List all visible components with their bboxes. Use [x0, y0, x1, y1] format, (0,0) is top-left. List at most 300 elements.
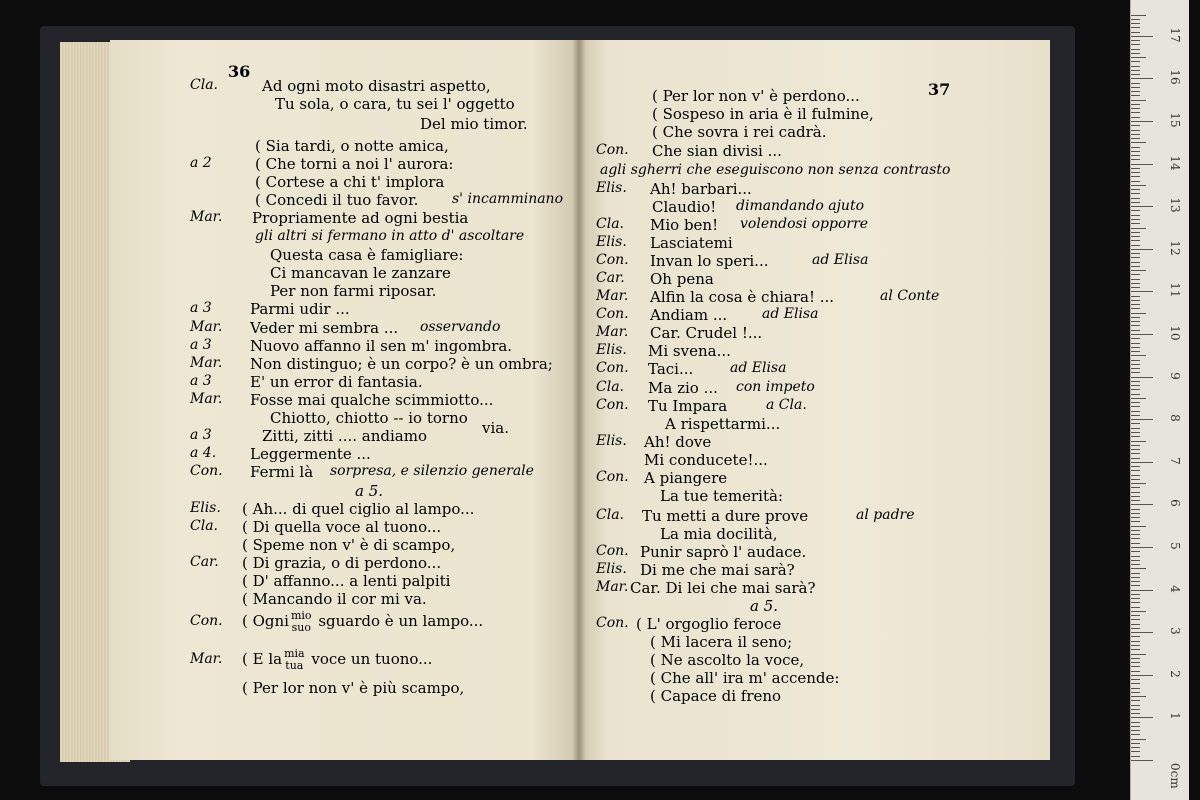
verse-text: ( Capace di freno	[650, 687, 782, 705]
verse-line	[648, 360, 693, 378]
ruler-tick	[1131, 398, 1146, 399]
verse-line	[275, 95, 515, 113]
stage-direction: agli sgherri che eseguiscono non senza contrasto	[600, 162, 951, 178]
ruler-tick	[1131, 108, 1140, 109]
verse-text: ( Concedi il tuo favor.	[255, 191, 419, 209]
verse-line	[242, 518, 441, 536]
verse-line	[652, 142, 782, 160]
ruler-tick	[1131, 198, 1140, 199]
ruler-tick	[1131, 513, 1140, 514]
verse-text: Zitti, zitti .... andiamo	[262, 427, 427, 445]
ruler-number: 10	[1168, 325, 1182, 341]
ruler-tick	[1131, 658, 1140, 659]
verse-text: Propriamente ad ogni bestia	[252, 209, 469, 227]
speaker-label: Cla.	[596, 379, 624, 395]
verse-line	[750, 597, 778, 615]
ruler-tick	[1131, 206, 1153, 207]
ruler-tick	[1131, 585, 1140, 586]
ruler-tick	[1131, 343, 1140, 344]
verse-line	[630, 579, 816, 597]
ruler-tick	[1131, 321, 1140, 322]
verse-line	[270, 409, 468, 427]
ruler-tick	[1131, 185, 1146, 186]
verse-line	[270, 264, 451, 282]
ruler-tick	[1131, 607, 1140, 608]
ruler-tick	[1131, 44, 1140, 45]
verse-line	[242, 590, 427, 608]
ruler-tick	[1131, 521, 1140, 522]
stage-direction: con impeto	[736, 379, 815, 395]
ruler-number: 17	[1168, 27, 1182, 43]
speaker-label: Car.	[596, 270, 625, 286]
verse-line	[250, 300, 350, 318]
speaker-label: Mar.	[190, 209, 223, 225]
stage-direction: gli altri si fermano in atto d' ascoltare	[255, 228, 525, 244]
verse-line	[650, 270, 714, 288]
speaker-label: Elis.	[596, 433, 627, 449]
ruler-tick	[1131, 394, 1140, 395]
stage-direction: s' incamminano	[452, 191, 564, 207]
ruler-tick	[1131, 240, 1140, 241]
verse-line	[355, 482, 383, 500]
ruler-tick	[1131, 628, 1140, 629]
verse-text: ( Sia tardi, o notte amica,	[255, 137, 449, 155]
verse-line	[650, 306, 727, 324]
verse-text: Ci mancavan le zanzare	[270, 264, 451, 282]
verse-text: Nuovo affanno il sen m' ingombra.	[250, 337, 513, 355]
ruler-tick	[1131, 713, 1140, 714]
verse-line	[242, 610, 483, 634]
speaker-label: Mar.	[190, 319, 223, 335]
ruler-tick	[1131, 172, 1140, 173]
ruler-tick	[1131, 470, 1140, 471]
stage-direction: osservando	[420, 319, 501, 335]
ruler-tick	[1131, 645, 1140, 646]
verse-line	[250, 319, 398, 337]
stage-direction: volendosi opporre	[740, 216, 869, 232]
verse-line	[652, 105, 874, 123]
ruler-tick	[1131, 543, 1140, 544]
verse-text: Punir saprò l' audace.	[640, 543, 807, 561]
ruler-number: 12	[1168, 240, 1182, 256]
speaker-label: a 2	[190, 155, 212, 171]
ruler-tick	[1131, 406, 1140, 407]
verse-text: Per non farmi riposar.	[270, 282, 437, 300]
ruler-tick	[1131, 709, 1140, 710]
verse-line	[650, 180, 752, 198]
verse-text: E' un error di fantasia.	[250, 373, 423, 391]
verse-line	[270, 282, 436, 300]
ruler-number: 7	[1168, 456, 1182, 465]
verse-text: ( Di quella voce al tuono...	[242, 518, 442, 536]
verse-line	[650, 687, 781, 705]
ruler-tick	[1131, 372, 1140, 373]
ruler-tick	[1131, 636, 1140, 637]
ruler-tick	[1131, 83, 1140, 84]
ruler-tick	[1131, 641, 1140, 642]
verse-line	[652, 198, 716, 216]
ruler-tick	[1131, 743, 1140, 744]
ruler-tick	[1131, 492, 1140, 493]
verse-line	[420, 115, 528, 133]
ruler-tick	[1131, 151, 1140, 152]
ruler-tick	[1131, 700, 1140, 701]
verse-text: Ah! dove	[644, 433, 712, 451]
ruler-tick	[1131, 202, 1140, 203]
verse-line	[648, 397, 727, 415]
verse-line	[650, 288, 834, 306]
ruler-tick	[1131, 423, 1140, 424]
ruler-tick	[1131, 730, 1140, 731]
ruler-tick	[1131, 155, 1140, 156]
verse-line	[650, 633, 792, 651]
ruler-number: 2	[1168, 669, 1182, 678]
verse-text: Lasciatemi	[650, 234, 733, 252]
ruler-tick	[1131, 112, 1140, 113]
verse-text: Di me che mai sarà?	[640, 561, 795, 579]
verse-text: ( Speme non v' è di scampo,	[242, 536, 456, 554]
ruler-tick	[1131, 147, 1140, 148]
ruler-tick	[1131, 381, 1140, 382]
ruler-number: 15	[1168, 112, 1182, 128]
ruler-tick	[1131, 504, 1153, 505]
ruler-tick	[1131, 568, 1146, 569]
speaker-label: a 3	[190, 300, 212, 316]
verse-line	[250, 445, 371, 463]
ruler-tick	[1131, 193, 1140, 194]
ruler-tick	[1131, 389, 1140, 390]
verse-line	[262, 77, 491, 95]
ruler-tick	[1131, 419, 1153, 420]
ruler-tick	[1131, 15, 1146, 16]
verse-text-after: sguardo è un lampo...	[313, 612, 484, 630]
ruler-tick	[1131, 598, 1140, 599]
ruler-tick	[1131, 181, 1140, 182]
verse-text: Mi conducete!...	[644, 451, 768, 469]
ruler-tick	[1131, 654, 1146, 655]
verse-line	[250, 463, 313, 481]
ruler-tick	[1131, 347, 1140, 348]
ruler-tick	[1131, 666, 1140, 667]
ruler-tick	[1131, 253, 1140, 254]
ruler-tick	[1131, 466, 1140, 467]
ruler-tick	[1131, 249, 1153, 250]
ruler-number: 1	[1168, 712, 1182, 721]
ruler-tick	[1131, 441, 1146, 442]
verse-text: a 5.	[355, 482, 384, 500]
ruler-tick	[1131, 317, 1140, 318]
speaker-label: Cla.	[596, 507, 624, 523]
ruler-tick	[1131, 649, 1140, 650]
verse-line	[640, 543, 806, 561]
ruler-tick	[1131, 210, 1140, 211]
ruler-tick	[1131, 530, 1140, 531]
ruler-tick	[1131, 142, 1146, 143]
verse-line	[252, 209, 468, 227]
ruler-tick	[1131, 692, 1140, 693]
ruler-tick	[1131, 411, 1140, 412]
verse-line	[242, 536, 455, 554]
ruler-tick	[1131, 49, 1140, 50]
ruler-tick	[1131, 594, 1140, 595]
ruler-tick	[1131, 270, 1146, 271]
verse-text: Leggermente ...	[250, 445, 371, 463]
ruler-number: 4	[1168, 584, 1182, 593]
stage-direction: al Conte	[880, 288, 940, 304]
ruler-tick	[1131, 223, 1140, 224]
verse-line	[640, 561, 795, 579]
verse-line	[650, 216, 718, 234]
speaker-label: Con.	[596, 252, 629, 268]
ruler-tick	[1131, 138, 1140, 139]
ruler-number: 9	[1168, 371, 1182, 380]
verse-line	[652, 123, 827, 141]
speaker-label: Elis.	[596, 180, 627, 196]
ruler-tick	[1131, 32, 1140, 33]
pronoun-variant: tua	[285, 659, 304, 672]
speaker-label: a 3	[190, 427, 212, 443]
speaker-label: Mar.	[596, 579, 629, 595]
ruler-tick	[1131, 189, 1140, 190]
book-gutter	[572, 40, 586, 760]
ruler-tick	[1131, 334, 1153, 335]
ruler-tick	[1131, 517, 1140, 518]
ruler-tick	[1131, 121, 1153, 122]
ruler-tick	[1131, 355, 1146, 356]
ruler-tick	[1131, 449, 1140, 450]
ruler-tick	[1131, 176, 1140, 177]
ruler-tick	[1131, 734, 1140, 735]
speaker-label: Elis.	[596, 561, 627, 577]
verse-text: ( Per lor non v' è più scampo,	[242, 679, 465, 697]
ruler-number: 14	[1168, 154, 1182, 171]
ruler-tick	[1131, 330, 1140, 331]
verse-line	[242, 554, 441, 572]
verse-line	[660, 525, 778, 543]
speaker-label: a 3	[190, 373, 212, 389]
speaker-label: Elis.	[596, 342, 627, 358]
verse-line	[652, 87, 860, 105]
ruler-tick	[1131, 547, 1153, 548]
verse-text: Andiam ...	[650, 306, 728, 324]
speaker-label: Con.	[596, 615, 629, 631]
ruler-tick	[1131, 577, 1140, 578]
speaker-label: Mar.	[190, 651, 223, 667]
ruler-tick	[1131, 74, 1140, 75]
verse-line	[250, 355, 553, 373]
ruler-tick	[1131, 432, 1140, 433]
stage-direction: ad Elisa	[762, 306, 819, 322]
ruler-tick	[1131, 696, 1146, 697]
verse-text: ( Mancando il cor mi va.	[242, 590, 427, 608]
ruler-tick	[1131, 671, 1140, 672]
verse-text: Taci...	[648, 360, 694, 378]
ruler-tick	[1131, 675, 1153, 676]
ruler-tick	[1131, 602, 1140, 603]
verse-line	[242, 679, 464, 697]
verse-text-after: voce un tuono...	[306, 650, 433, 668]
verse-text: A rispettarmi...	[665, 415, 781, 433]
verse-line	[642, 507, 808, 525]
ruler-tick	[1131, 23, 1140, 24]
verse-line	[636, 615, 781, 633]
speaker-label: Con.	[596, 360, 629, 376]
ruler-tick	[1131, 590, 1153, 591]
verse-text: ( Ne ascolto la voce,	[650, 651, 805, 669]
verse-text: Mio ben!	[650, 216, 719, 234]
verse-text: ( Ogni	[242, 612, 289, 630]
measuring-ruler	[1130, 0, 1189, 800]
ruler-tick	[1131, 717, 1153, 718]
speaker-label: Mar.	[190, 391, 223, 407]
speaker-label: Cla.	[190, 77, 218, 93]
ruler-tick	[1131, 61, 1140, 62]
verse-line	[644, 433, 711, 451]
speaker-label: Con.	[596, 142, 629, 158]
verse-text: Mi svena...	[648, 342, 731, 360]
ruler-tick	[1131, 496, 1140, 497]
verse-line	[650, 324, 762, 342]
verse-text: Tu Impara	[648, 397, 728, 415]
verse-line	[644, 451, 768, 469]
verse-text: Fosse mai qualche scimmiotto...	[250, 391, 494, 409]
ruler-tick	[1131, 500, 1140, 501]
speaker-label: Con.	[190, 463, 223, 479]
verse-line	[270, 246, 463, 264]
speaker-label: a 4.	[190, 445, 217, 461]
ruler-tick	[1131, 662, 1140, 663]
verse-text: ( E la	[242, 650, 283, 668]
ruler-tick	[1131, 117, 1140, 118]
ruler-tick	[1131, 632, 1153, 633]
verse-text: Ma zio ...	[648, 379, 718, 397]
right-page-number: 37	[928, 80, 951, 99]
ruler-tick	[1131, 236, 1140, 237]
stage-direction: ad Elisa	[730, 360, 787, 376]
verse-text: ( D' affanno... a lenti palpiti	[242, 572, 451, 590]
verse-text: ( Cortese a chi t' implora	[255, 173, 445, 191]
ruler-tick	[1131, 19, 1140, 20]
ruler-tick	[1131, 624, 1140, 625]
ruler-tick	[1131, 445, 1140, 446]
ruler-tick	[1131, 688, 1140, 689]
verse-text: Tu sola, o cara, tu sei l' oggetto	[275, 95, 515, 113]
verse-line	[250, 373, 423, 391]
verse-text: Parmi udir ...	[250, 300, 350, 318]
ruler-tick	[1131, 462, 1153, 463]
ruler-tick	[1131, 560, 1140, 561]
ruler-tick	[1131, 66, 1140, 67]
verse-line	[250, 391, 493, 409]
ruler-number: 6	[1168, 499, 1182, 508]
ruler-tick	[1131, 551, 1140, 552]
ruler-tick	[1131, 257, 1140, 258]
speaker-label: Mar.	[190, 355, 223, 371]
verse-text: Chiotto, chiotto -- io torno	[270, 409, 468, 427]
ruler-tick	[1131, 415, 1140, 416]
ruler-tick	[1131, 130, 1140, 131]
ruler-tick	[1131, 91, 1140, 92]
ruler-tick	[1131, 245, 1140, 246]
speaker-label: Car.	[190, 554, 219, 570]
verse-text: La tue temerità:	[660, 487, 784, 505]
verse-line	[660, 487, 783, 505]
ruler-tick	[1131, 279, 1140, 280]
verse-line	[650, 252, 768, 270]
ruler-tick	[1131, 364, 1140, 365]
ruler-unit-label: 0cm	[1168, 763, 1182, 789]
ruler-tick	[1131, 70, 1140, 71]
speaker-label: Con.	[596, 306, 629, 322]
speaker-label: Con.	[596, 543, 629, 559]
verse-line	[255, 173, 444, 191]
ruler-tick	[1131, 338, 1140, 339]
verse-line	[648, 379, 718, 397]
ruler-tick	[1131, 266, 1140, 267]
ruler-tick	[1131, 219, 1140, 220]
ruler-tick	[1131, 534, 1140, 535]
verse-text: ( Che sovra i rei cadrà.	[652, 123, 827, 141]
ruler-number: 11	[1168, 282, 1182, 299]
ruler-tick	[1131, 291, 1153, 292]
stage-direction: a Cla.	[766, 397, 807, 413]
ruler-tick	[1131, 360, 1140, 361]
ruler-tick	[1131, 262, 1140, 263]
verse-text: Che sian divisi ...	[652, 142, 782, 160]
pronoun-variant: mio	[290, 609, 312, 622]
ruler-tick	[1131, 228, 1146, 229]
speaker-label: Elis.	[190, 500, 221, 516]
speaker-label: Mar.	[596, 288, 629, 304]
verse-line	[255, 137, 449, 155]
ruler-tick	[1131, 274, 1140, 275]
ruler-tick	[1131, 436, 1140, 437]
ruler-tick	[1131, 760, 1153, 761]
ruler-tick	[1131, 479, 1140, 480]
ruler-tick	[1131, 526, 1146, 527]
ruler-tick	[1131, 100, 1146, 101]
ruler-tick	[1131, 325, 1140, 326]
ruler-tick	[1131, 308, 1140, 309]
verse-line	[644, 469, 727, 487]
pronoun-variant: suo	[291, 621, 311, 634]
verse-line	[255, 155, 454, 173]
ruler-tick	[1131, 483, 1146, 484]
pronoun-variant: mia	[284, 647, 305, 660]
verse-text: Oh pena	[650, 270, 714, 288]
verse-line	[650, 669, 839, 687]
ruler-tick	[1131, 722, 1140, 723]
ruler-tick	[1131, 683, 1140, 684]
ruler-tick	[1131, 756, 1140, 757]
ruler-tick	[1131, 164, 1153, 165]
ruler-tick	[1131, 538, 1140, 539]
ruler-tick	[1131, 428, 1140, 429]
ruler-tick	[1131, 475, 1140, 476]
ruler-tick	[1131, 573, 1140, 574]
verse-text: Car. Crudel !...	[650, 324, 763, 342]
verse-text: Veder mi sembra ...	[250, 319, 399, 337]
ruler-tick	[1131, 287, 1140, 288]
speaker-label: Elis.	[596, 234, 627, 250]
ruler-tick	[1131, 747, 1140, 748]
ruler-tick	[1131, 705, 1140, 706]
verse-text: Fermi là	[250, 463, 314, 481]
ruler-tick	[1131, 453, 1140, 454]
ruler-tick	[1131, 351, 1140, 352]
verse-text: Alfin la cosa è chiara! ...	[650, 288, 835, 306]
ruler-tick	[1131, 619, 1140, 620]
